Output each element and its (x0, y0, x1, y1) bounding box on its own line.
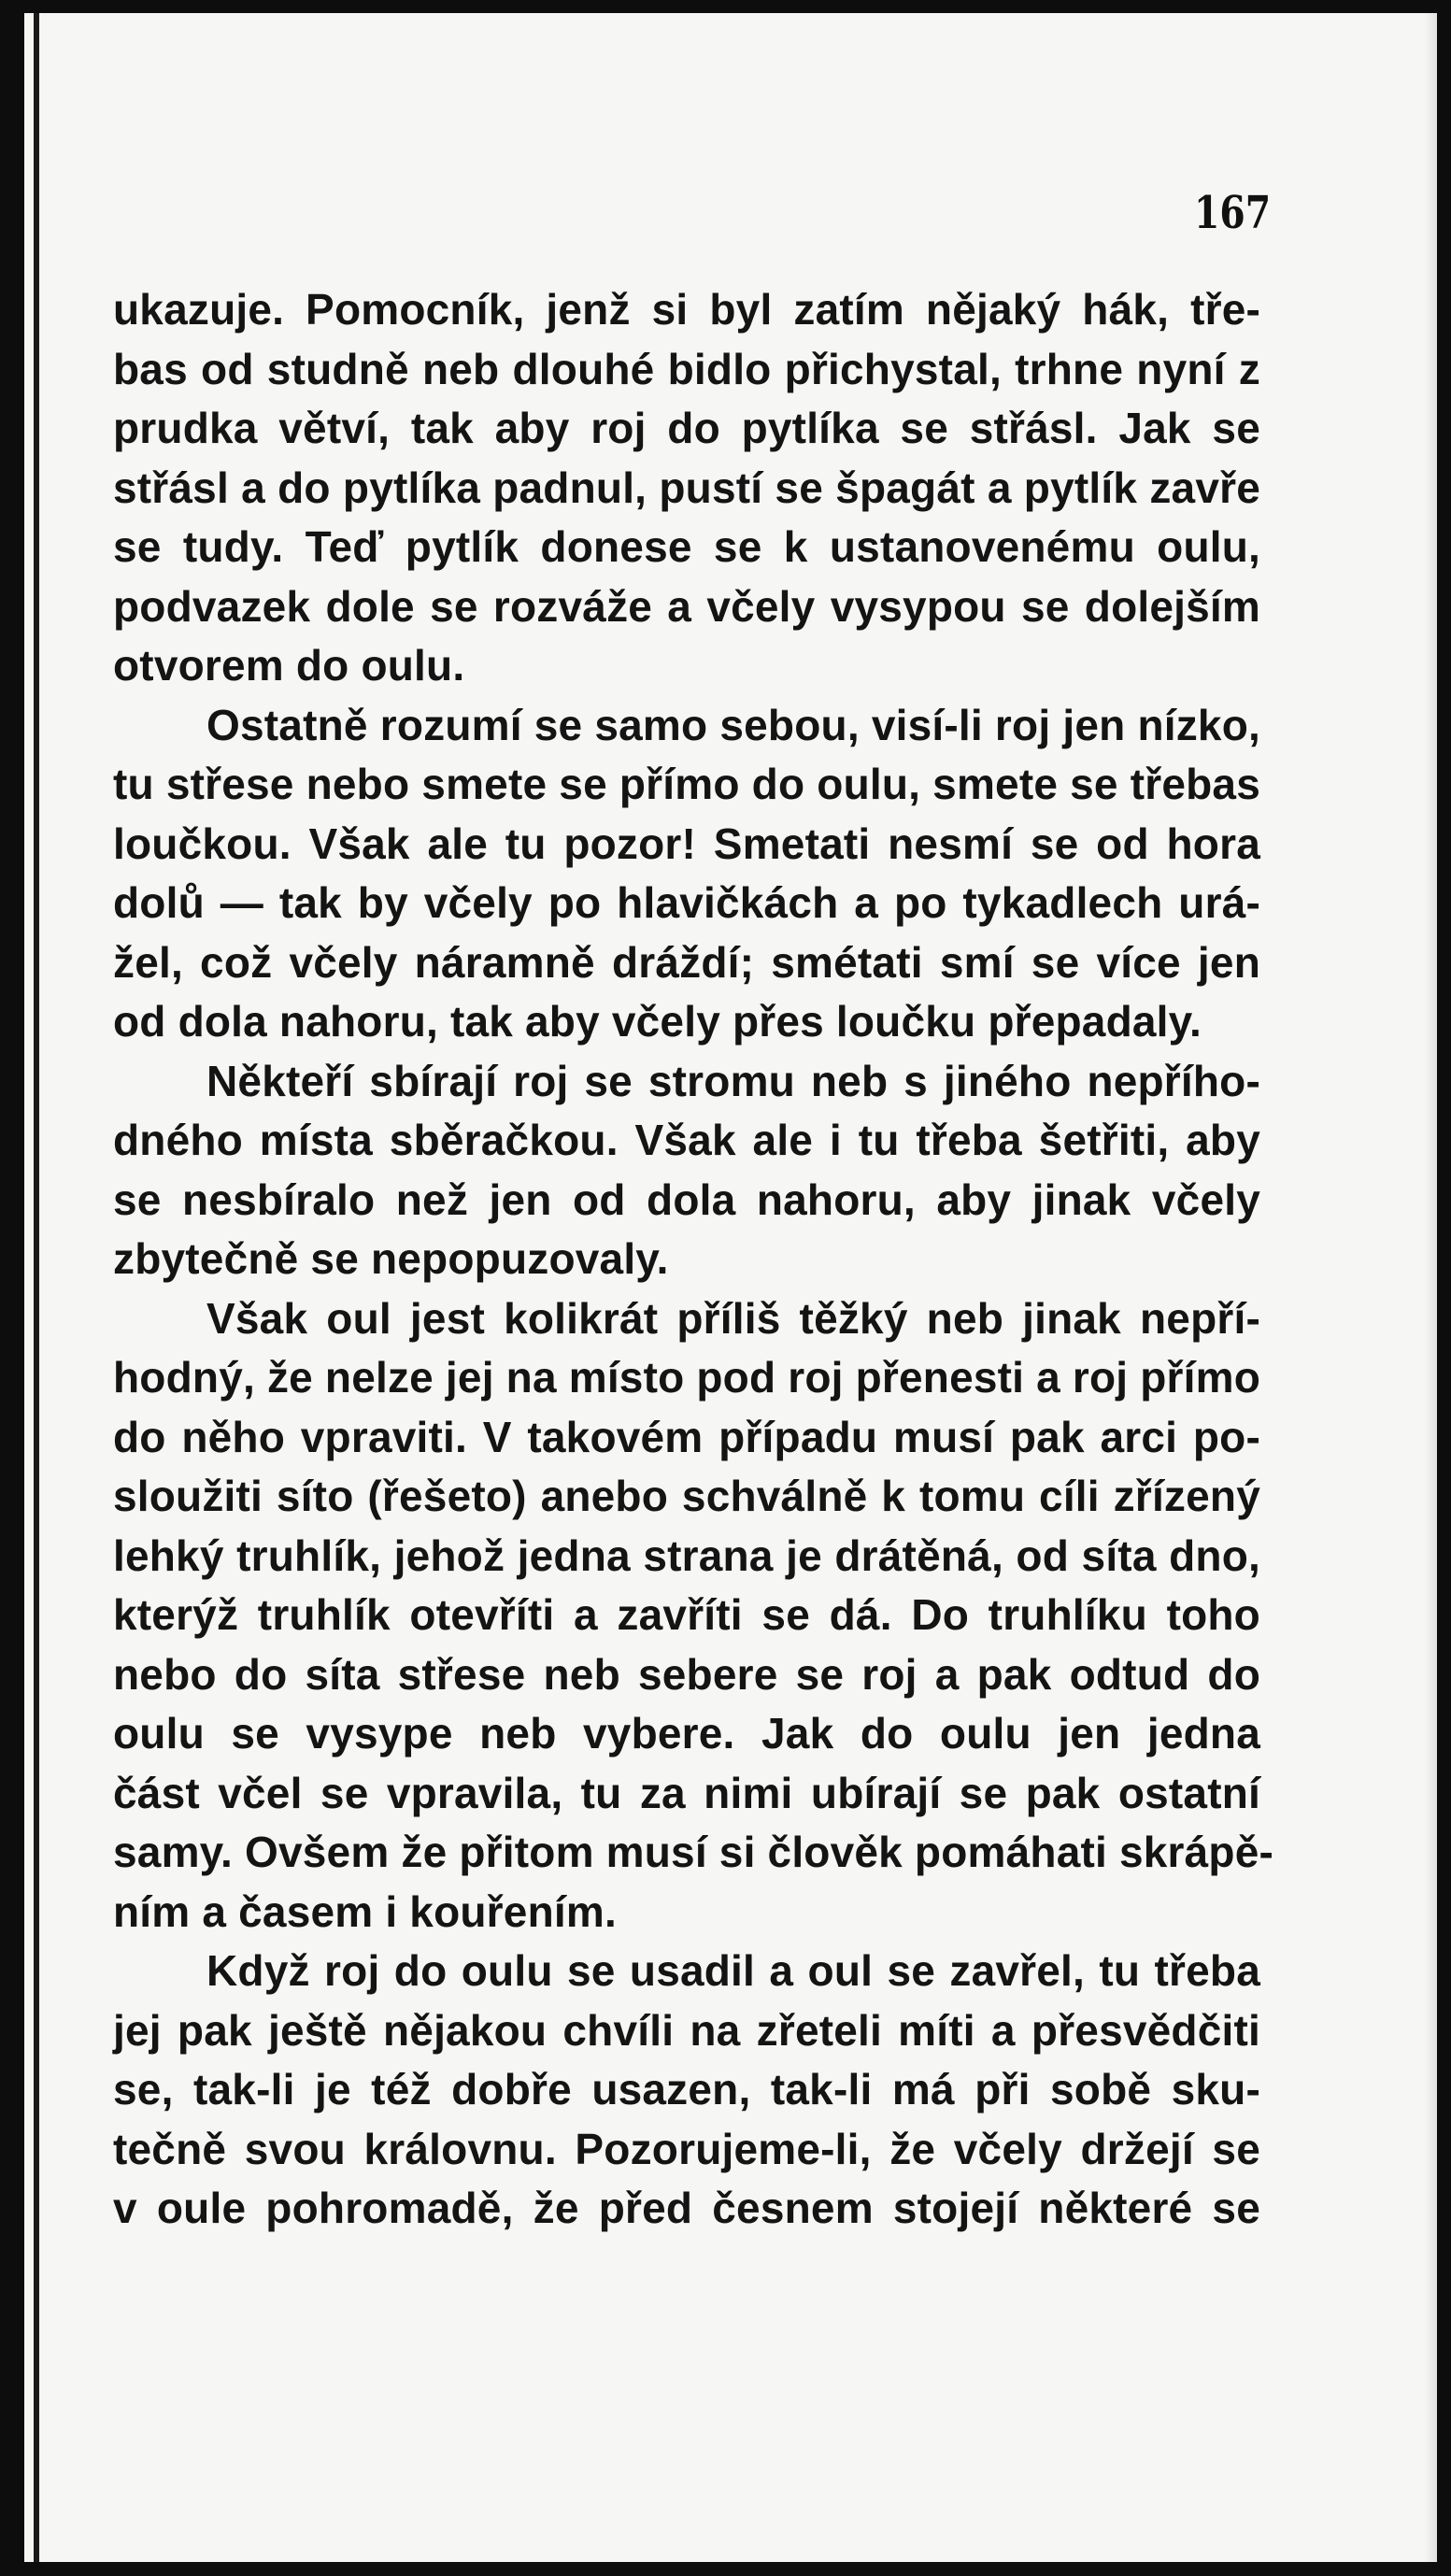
text-line (113, 992, 1260, 1052)
text-line-content: bas od studně neb dlouhé bidlo přichystal, trhne nyní z (113, 344, 1260, 393)
text-line (113, 1230, 1260, 1289)
text-line (113, 1289, 1260, 1349)
text-line-content: nebo do síta střese neb sebere se roj a pak odtud do (113, 1649, 1260, 1699)
text-line-content: střásl a do pytlíka padnul, pustí se špagát a pytlík zavře (113, 463, 1260, 512)
text-line-content: od dola nahoru, tak aby včely přes loučku přepadaly. (113, 997, 1202, 1046)
text-line (113, 1883, 1260, 1943)
text-line-content: podvazek dole se rozváže a včely vysypou se dolejším (113, 581, 1260, 631)
text-line-content: Někteří sbírají roj se stromu neb s jiného nepřího- (206, 1056, 1260, 1105)
text-line (113, 636, 1260, 696)
text-line (113, 1942, 1260, 2001)
text-line (113, 1764, 1260, 1824)
text-line-content: zbytečně se nepopuzovaly. (113, 1234, 669, 1283)
page-edge-shadow (1424, 13, 1437, 2562)
text-line-content: lehký truhlík, jehož jedna strana je drátěná, od síta dno, (113, 1530, 1260, 1580)
text-line (113, 815, 1260, 875)
text-line-content: jej pak ještě nějakou chvíli na zřeteli míti a přesvědčiti (113, 2005, 1260, 2055)
text-line (113, 1704, 1260, 1764)
text-line-content: se tudy. Teď pytlík donese se k ustanovenému oulu, (113, 522, 1260, 571)
text-line (113, 696, 1260, 756)
text-line-content: do něho vpraviti. V takovém případu musí pak arci po- (113, 1412, 1260, 1461)
text-line (113, 1645, 1260, 1705)
text-line-content: loučkou. Však ale tu pozor! Smetati nesmí se od hora (113, 818, 1260, 868)
text-line-content: Když roj do oulu se usadil a oul se zavřel, tu třeba (206, 1946, 1260, 1995)
text-line (113, 1467, 1260, 1527)
text-line-content: dného místa sběračkou. Však ale i tu třeba šetřiti, aby (113, 1116, 1260, 1164)
text-line-content: ukazuje. Pomocník, jenž si byl zatím nějaký hák, tře- (113, 285, 1260, 334)
text-line (113, 340, 1260, 400)
text-line-content: oulu se vysype neb vybere. Jak do oulu jen jedna (113, 1709, 1260, 1758)
text-line-content: Ostatně rozumí se samo sebou, visí-li roj jen nízko, (206, 700, 1260, 749)
text-line (113, 1052, 1260, 1112)
text-line (113, 755, 1260, 815)
text-line-content: sloužiti síto (řešeto) anebo schválně k tomu cíli zřízený (113, 1472, 1260, 1520)
text-line-content: samy. Ovšem že přitom musí si člověk pomáhati skrápě- (113, 1828, 1274, 1876)
text-line-content: se, tak-li je též dobře usazen, tak-li má při sobě sku- (113, 2065, 1260, 2113)
text-line (113, 2120, 1260, 2180)
binding-gutter-line (34, 13, 39, 2562)
text-line (113, 459, 1260, 519)
text-line-content: kterýž truhlík otevříti a zavříti se dá. Do truhlíku toho (113, 1590, 1260, 1639)
page-number: 167 (1194, 187, 1272, 239)
text-line-content: otvorem do oulu. (113, 641, 465, 690)
text-line-content: prudka větví, tak aby roj do pytlíka se střásl. Jak se (113, 404, 1260, 452)
text-line (113, 399, 1260, 459)
text-line (113, 518, 1260, 577)
text-line (113, 1171, 1260, 1231)
text-line (113, 2179, 1260, 2239)
text-line (113, 874, 1260, 933)
text-line (113, 280, 1260, 340)
text-line (113, 1348, 1260, 1408)
text-line-content: se nesbíralo než jen od dola nahoru, aby jinak včely (113, 1174, 1260, 1224)
text-line-content: dolů — tak by včely po hlavičkách a po tykadlech urá- (113, 878, 1260, 927)
text-line-content: ním a časem i kouřením. (113, 1886, 617, 1936)
text-line (113, 1111, 1260, 1171)
text-line-content: hodný, že nelze jej na místo pod roj přenesti a roj přímo (113, 1353, 1261, 1402)
text-line-content: žel, což včely náramně dráždí; smétati smí se více jen (113, 937, 1260, 987)
text-line (113, 1408, 1260, 1468)
text-line-content: část včel se vpravila, tu za nimi ubírají se pak ostatní (113, 1768, 1260, 1817)
body-text (113, 280, 1274, 2239)
text-line (113, 1586, 1260, 1645)
text-line (113, 2060, 1260, 2120)
text-line-content: Však oul jest kolikrát příliš těžký neb jinak nepří- (206, 1293, 1260, 1343)
text-line (113, 933, 1260, 993)
text-line (113, 577, 1260, 637)
text-line (113, 1823, 1274, 1883)
text-line (113, 1527, 1260, 1587)
text-line (113, 2001, 1260, 2061)
text-line-content: v oule pohromadě, že před česnem stojejí některé se (113, 2184, 1260, 2232)
text-line-content: tečně svou královnu. Pozorujeme-li, že včely držejí se (113, 2124, 1260, 2173)
text-line-content: tu střese nebo smete se přímo do oulu, smete se třebas (113, 760, 1260, 808)
